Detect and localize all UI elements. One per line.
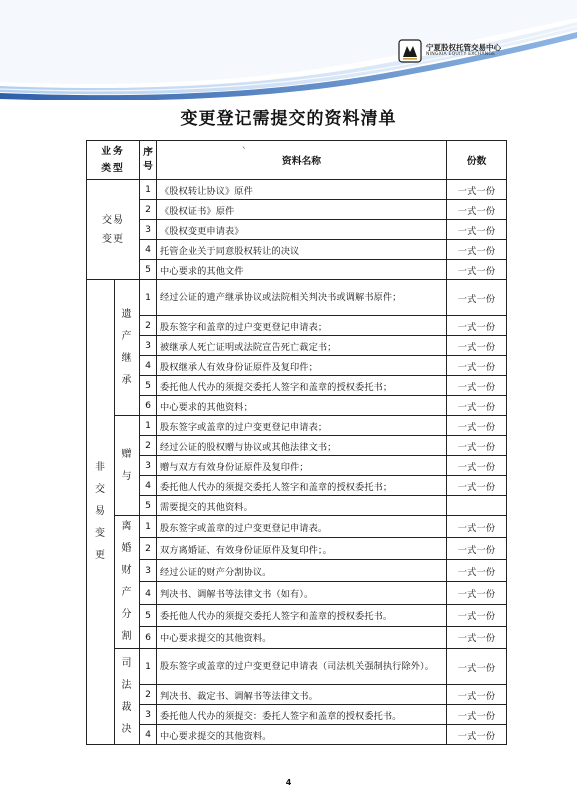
row-seq: 3 (140, 705, 157, 725)
row-item: 经过公证的股权赠与协议或其他法律文书； (157, 436, 447, 456)
row-copies: 一式一份 (447, 280, 507, 316)
row-item: 判决书、调解书等法律文书（如有）。 (157, 582, 447, 604)
row-seq: 5 (140, 376, 157, 396)
row-item: 《股权证书》原件 (157, 200, 447, 220)
row-copies (447, 496, 507, 516)
table-row (87, 560, 507, 582)
row-item: 股东签字或盖章的过户变更登记申请表。 (157, 516, 447, 538)
row-copies: 一式一份 (447, 200, 507, 220)
org-name-en: NINGXIA EQUITY EXCHANGE (426, 52, 496, 58)
row-seq: 2 (140, 538, 157, 560)
row-copies: 一式一份 (447, 626, 507, 648)
table-row (87, 725, 507, 745)
stray-mark: 、 (242, 141, 252, 151)
table-row (87, 260, 507, 280)
table-row (87, 705, 507, 725)
subcategory-inheritance-label: 遗产继承 (121, 308, 133, 386)
table-row (87, 396, 507, 416)
page-number: 4 (285, 778, 292, 787)
row-copies: 一式一份 (447, 685, 507, 705)
category-transaction (87, 180, 140, 280)
row-seq: 4 (140, 240, 157, 260)
row-copies: 一式一份 (447, 725, 507, 745)
row-item: 股东签字和盖章的过户变更登记申请表； (157, 316, 447, 336)
category-non-transaction-label: 非交易变更 (95, 462, 106, 561)
subcategory-divorce (115, 516, 140, 649)
row-seq: 4 (140, 582, 157, 604)
row-item: 赠与双方有效身份证原件及复印件； (157, 456, 447, 476)
table-row (87, 516, 507, 538)
row-copies: 一式一份 (447, 560, 507, 582)
row-seq: 4 (140, 476, 157, 496)
row-seq: 4 (140, 356, 157, 376)
row-item: 中心要求提交的其他资料。 (157, 626, 447, 648)
table-row (87, 220, 507, 240)
row-item: 托管企业关于同意股权转让的决议 (157, 240, 447, 260)
materials-table (86, 140, 507, 745)
row-copies: 一式一份 (447, 516, 507, 538)
table-row (87, 336, 507, 356)
subcategory-gift-label: 赠与 (121, 448, 133, 482)
table-row (87, 456, 507, 476)
table-row (87, 476, 507, 496)
row-item: 股权继承人有效身份证原件及复印件； (157, 356, 447, 376)
org-logo (398, 36, 548, 66)
row-seq: 5 (140, 604, 157, 626)
table-row (87, 280, 507, 316)
row-copies: 一式一份 (447, 582, 507, 604)
row-copies: 一式一份 (447, 538, 507, 560)
table-row (87, 538, 507, 560)
row-copies: 一式一份 (447, 604, 507, 626)
row-seq: 1 (140, 180, 157, 200)
row-seq: 3 (140, 456, 157, 476)
row-seq: 3 (140, 220, 157, 240)
row-copies: 一式一份 (447, 396, 507, 416)
row-seq: 2 (140, 436, 157, 456)
row-copies: 一式一份 (447, 476, 507, 496)
row-seq: 1 (140, 280, 157, 316)
row-copies: 一式一份 (447, 336, 507, 356)
row-item: 中心要求提交的其他资料。 (157, 725, 447, 745)
table-row (87, 376, 507, 396)
exchange-logo-icon (398, 39, 422, 63)
row-item: 委托他人代办的须提交委托人签字和盖章的授权委托书； (157, 376, 447, 396)
row-copies: 一式一份 (447, 376, 507, 396)
row-copies: 一式一份 (447, 456, 507, 476)
row-seq: 5 (140, 260, 157, 280)
subcategory-gift (115, 416, 140, 516)
table-row (87, 436, 507, 456)
row-seq: 6 (140, 396, 157, 416)
subcategory-judicial (115, 649, 140, 745)
row-seq: 3 (140, 560, 157, 582)
row-seq: 1 (140, 416, 157, 436)
row-copies: 一式一份 (447, 260, 507, 280)
org-name-cn: 宁夏股权托管交易中心 (426, 42, 501, 52)
header-business-type (87, 141, 140, 180)
table-row (87, 356, 507, 376)
row-seq: 2 (140, 316, 157, 336)
table-row (87, 416, 507, 436)
row-seq: 1 (140, 649, 157, 685)
row-seq: 2 (140, 200, 157, 220)
row-seq: 1 (140, 516, 157, 538)
row-item: 《股权转让协议》原件 (157, 180, 447, 200)
subcategory-inheritance (115, 280, 140, 416)
table-row (87, 649, 507, 685)
header-type-text: 业务类型 (101, 146, 125, 174)
row-item: 双方离婚证、有效身份证原件及复印件；。 (157, 538, 447, 560)
row-copies: 一式一份 (447, 316, 507, 336)
row-item: 经过公证的遗产继承协议或法院相关判决书或调解书原件； (157, 280, 447, 316)
row-copies: 一式一份 (447, 240, 507, 260)
subcategory-judicial-label: 司法裁决 (121, 657, 133, 735)
table-row (87, 240, 507, 260)
header-seq-text: 序号 (143, 147, 153, 172)
row-copies: 一式一份 (447, 705, 507, 725)
row-item: 委托他人代办的须提交委托人签字和盖章的授权委托书。 (157, 604, 447, 626)
header-copies: 份数 (447, 141, 507, 180)
row-seq: 4 (140, 725, 157, 745)
table-row (87, 316, 507, 336)
row-item: 中心要求的其他文件 (157, 260, 447, 280)
row-item: 委托他人代办的须提交：委托人签字和盖章的授权委托书。 (157, 705, 447, 725)
table-row (87, 582, 507, 604)
table-row (87, 496, 507, 516)
category-non-transaction (87, 280, 115, 745)
row-item: 《股权变更申请表》 (157, 220, 447, 240)
row-item: 股东签字或盖章的过户变更登记申请表； (157, 416, 447, 436)
subcategory-divorce-label: 离婚财产分割 (121, 521, 133, 642)
table-row (87, 685, 507, 705)
row-copies: 一式一份 (447, 649, 507, 685)
row-item: 判决书、裁定书、调解书等法律文书。 (157, 685, 447, 705)
table-row (87, 626, 507, 648)
category-transaction-label: 交易变更 (102, 214, 124, 245)
page-title: 变更登记需提交的资料清单 (180, 109, 397, 129)
header-item: 资料名称 (157, 141, 447, 180)
row-copies: 一式一份 (447, 356, 507, 376)
table-row (87, 200, 507, 220)
header-seq (140, 141, 157, 180)
row-item: 中心要求的其他资料； (157, 396, 447, 416)
table-row (87, 180, 507, 200)
row-seq: 2 (140, 685, 157, 705)
table-row (87, 604, 507, 626)
row-item: 被继承人死亡证明或法院宣告死亡裁定书； (157, 336, 447, 356)
row-seq: 5 (140, 496, 157, 516)
row-item: 委托他人代办的须提交委托人签字和盖章的授权委托书； (157, 476, 447, 496)
row-item: 经过公证的财产分割协议。 (157, 560, 447, 582)
row-copies: 一式一份 (447, 436, 507, 456)
row-seq: 6 (140, 626, 157, 648)
row-copies: 一式一份 (447, 416, 507, 436)
row-item: 股东签字或盖章的过户变更登记申请表（司法机关强制执行除外）。 (157, 649, 447, 685)
row-copies: 一式一份 (447, 180, 507, 200)
row-copies: 一式一份 (447, 220, 507, 240)
row-seq: 3 (140, 336, 157, 356)
row-item: 需要提交的其他资料。 (157, 496, 447, 516)
